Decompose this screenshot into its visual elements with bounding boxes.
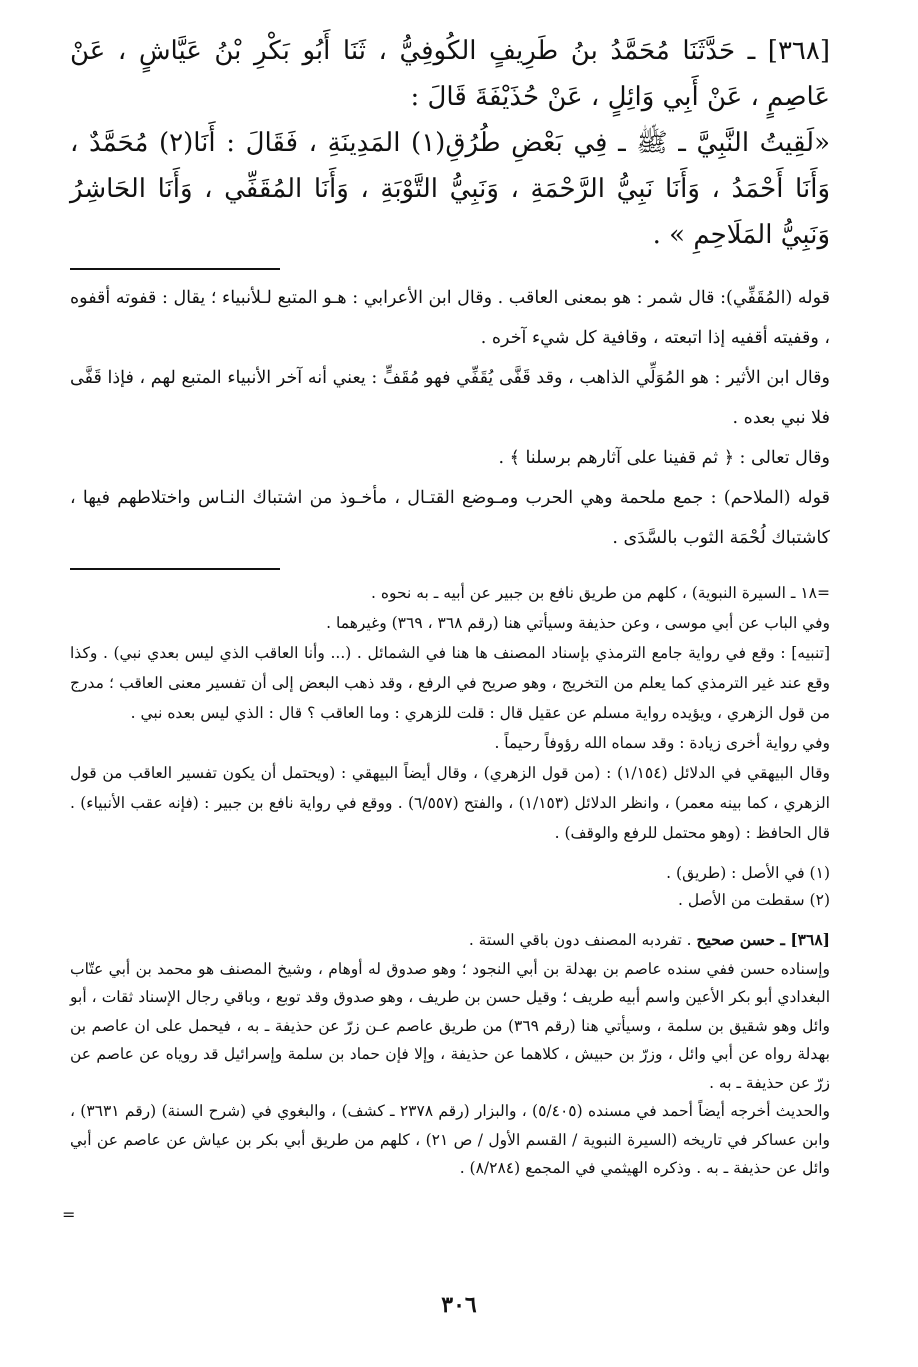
grading-heading: [٣٦٨] ـ حسن صحيح xyxy=(696,930,830,949)
footnotes xyxy=(70,860,830,914)
grading-heading-line xyxy=(70,926,830,955)
section-divider xyxy=(70,568,280,570)
grading-heading-rest: . تفردبه المصنف دون باقي الستة . xyxy=(468,931,697,949)
grading-paragraph: وإسناده حسن ففي سنده عاصم بن بهدلة بن أبي النجود ؛ وهو صدوق له أوهام ، وشيخ المصنف هو محمد بن أبي عتّاب البغدادي أبو بكر الأعين واسم أبيه طريف ؛ وقيل حسن بن طريف ، وهو صدوق وقد توبع ، وباقي رجال الإسناد ثقات ، أبو وائل وهو شقيق بن سلمة ، وسيأتي هنا (رقم ٣٦٩) من طريق عاصم عـن زرّ عن حذيفة ـ به ، فيحمل على ان عاصم بن بهدلة رواه عن أبي وائل ، وزرّ بن حبيش ، كلاهما عن حذيفة ، وإلا فإن حماد بن سلمة وإسرائيل قد روياه عن عاصم عن زرّ عن حذيفة ـ به . xyxy=(70,959,830,1092)
takhrij-paragraph: وقال البيهقي في الدلائل (١/١٥٤) : (من قول الزهري) ، وقال أيضاً البيهقي : (ويحتمل أن يكون تفسير العاقب من قول الزهري ، كما بينه معمر) ، وانظر الدلائل (١/١٥٣) ، والفتح (٦/٥٥٧) . ووقع في رواية نافع بن جبير : (فإنه عقب الأنبياء) . قال الحافظ : (وهو محتمل للرفع والوقف) . xyxy=(70,764,831,842)
hadith-matn: «لَقِيتُ النَّبِيَّ ـ ﷺ ـ فِي بَعْضِ طُرُقِ(١) المَدِينَةِ ، فَقَالَ : أَنَا(٢) مُحَمَّدٌ ، وَأَنَا أَحْمَدُ ، وَأَنَا نَبِيُّ الرَّحْمَةِ ، وَنَبِيُّ التَّوْبَةِ ، وَأَنَا المُقَفِّي ، وَأَنَا الحَاشِرُ وَنَبِيُّ المَلَاحِمِ » . xyxy=(70,128,831,250)
takhrij-paragraph: وفي الباب عن أبي موسى ، وعن حذيفة وسيأتي هنا (رقم ٣٦٨ ، ٣٦٩) وغيرهما . xyxy=(326,614,830,632)
hadith-text xyxy=(70,28,830,258)
commentary-paragraph: قوله (المُقَفِّي): قال شمر : هو بمعنى العاقب . وقال ابن الأعرابي : هـو المتبع لـلأنبياء ؛ يقال : قفوته أقفوه ، وقفيته أقفيه إذا اتبعته ، وقافية كل شيء آخره . xyxy=(70,288,830,348)
takhrij-paragraph: وفي رواية أخرى زيادة : وقد سماه الله رؤوفاً رحيماً . xyxy=(494,734,830,752)
section-divider xyxy=(70,268,280,270)
commentary-paragraph: وقال تعالى : ﴿ ثم قفينا على آثارهم برسلنا ﴾ . xyxy=(498,448,830,468)
grading-paragraph: والحديث أخرجه أيضاً أحمد في مسنده (٥/٤٠٥) ، والبزار (رقم ٢٣٧٨ ـ كشف) ، والبغوي في (شرح السنة) (رقم ٣٦٣١) ، وابن عساكر في تاريخه (السيرة النبوية / القسم الأول / ص ٢١) ، كلهم من طريق أبي بكر بن عياش عن عاصم عن أبي وائل عن حذيفة ـ به . وذكره الهيثمي في المجمع (٨/٢٨٤) . xyxy=(70,1102,831,1177)
footnote: (١) في الأصل : (طريق) . xyxy=(666,864,830,882)
footnote: (٢) سقطت من الأصل . xyxy=(678,891,830,909)
takhrij-paragraph: =١٨ ـ السيرة النبوية) ، كلهم من طريق نافع بن جبير عن أبيه ـ به نحوه . xyxy=(371,584,830,602)
commentary-paragraph: قوله (الملاحم) : جمع ملحمة وهي الحرب ومـوضع القتـال ، مأخـوذ من اشتباك النـاس واختلاطهم فيها ، كاشتباك لُحْمَة الثوب بالسَّدَى . xyxy=(70,488,830,548)
page-number: ٣٠٦ xyxy=(441,1292,477,1318)
takhrij-continuation xyxy=(70,578,830,848)
hadith-grading xyxy=(70,926,830,1183)
commentary-paragraph: وقال ابن الأثير : هو المُوَلِّي الذاهب ، وقد قَفَّى يُقَفِّي فهو مُقَفٍّ : يعني أنه آخر الأنبياء المتبع لهم ، فإذا قَفَّى فلا نبي بعده . xyxy=(70,368,830,428)
takhrij-paragraph: [تنبيه] : وقع في رواية جامع الترمذي بإسناد المصنف ها هنا في الشمائل . (... وأنا العاقب الذي ليس بعدي نبي) . وكذا وقع عند غير الترمذي كما يعلم من التخريج ، وهو صريح في الرفع ، وقد ذهب البعض إلى أن تفسير معنى العاقب ؛ مدرج من قول الزهري ، ويؤيده رواية مسلم عن عقيل قال : قلت للزهري : وما العاقب ؟ قال : الذي ليس بعده نبي . xyxy=(70,644,830,722)
hadith-isnad: [٣٦٨] ـ حَدَّثَنَا مُحَمَّدُ بنُ طَرِيفٍ الكُوفِيُّ ، ثَنَا أَبُو بَكْرِ بْنُ عَيَّاشٍ ، عَنْ عَاصِمٍ ، عَنْ أَبِي وَائِلٍ ، عَنْ حُذَيْفَةَ قَالَ : xyxy=(70,36,830,112)
page-body xyxy=(70,28,830,1183)
continuation-mark: = xyxy=(62,1205,76,1224)
commentary xyxy=(70,278,830,558)
